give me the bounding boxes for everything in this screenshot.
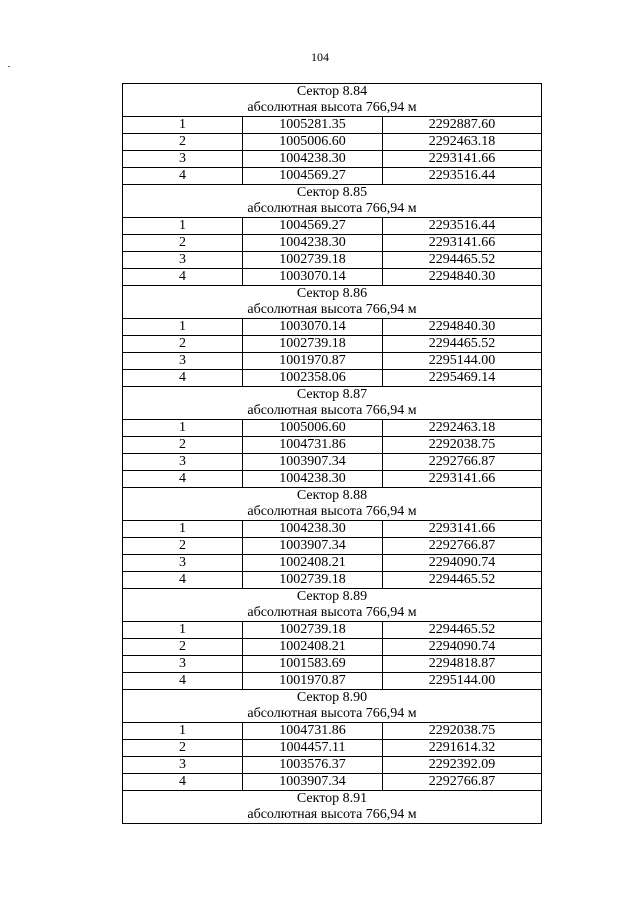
table-row: [123, 723, 542, 740]
table-row: [123, 319, 542, 336]
sector-altitude: абсолютная высота 766,94 м: [123, 504, 542, 521]
table-row: [123, 555, 542, 572]
sector-altitude: абсолютная высота 766,94 м: [123, 302, 542, 319]
point-number-cell: 4: [123, 572, 243, 589]
table-row: [123, 572, 542, 589]
coordinate-y-cell: 2294090.74: [383, 639, 542, 656]
coordinate-x-cell: 1001970.87: [243, 673, 383, 690]
table-row: [123, 336, 542, 353]
table-row: [123, 117, 542, 134]
point-number-cell: 2: [123, 235, 243, 252]
point-number-cell: 2: [123, 538, 243, 555]
point-number-cell: 1: [123, 420, 243, 437]
point-number-cell: 3: [123, 656, 243, 673]
coordinate-y-cell: 2293141.66: [383, 471, 542, 488]
point-number-cell: 3: [123, 353, 243, 370]
sector-altitude: абсолютная высота 766,94 м: [123, 807, 542, 824]
coordinate-y-cell: 2292887.60: [383, 117, 542, 134]
coordinate-y-cell: 2292392.09: [383, 757, 542, 774]
coordinate-x-cell: 1003576.37: [243, 757, 383, 774]
table-row: [123, 774, 542, 791]
sector-altitude: абсолютная высота 766,94 м: [123, 403, 542, 420]
table-row: [123, 656, 542, 673]
coordinate-y-cell: 2294840.30: [383, 269, 542, 286]
coordinate-y-cell: 2292766.87: [383, 538, 542, 555]
coordinate-x-cell: 1004569.27: [243, 218, 383, 235]
table-row: [123, 639, 542, 656]
point-number-cell: 4: [123, 774, 243, 791]
table-row: [123, 521, 542, 538]
coordinate-y-cell: 2293141.66: [383, 521, 542, 538]
point-number-cell: 2: [123, 639, 243, 656]
table-row: [123, 370, 542, 387]
point-number-cell: 3: [123, 757, 243, 774]
sector-title-row: [123, 286, 542, 303]
sector-title: Сектор 8.88: [123, 488, 542, 505]
coordinate-x-cell: 1002739.18: [243, 336, 383, 353]
point-number-cell: 3: [123, 151, 243, 168]
sector-title-row: [123, 387, 542, 404]
point-number-cell: 4: [123, 673, 243, 690]
point-number-cell: 2: [123, 336, 243, 353]
page-number: 104: [311, 50, 329, 64]
sector-title: Сектор 8.85: [123, 185, 542, 202]
point-number-cell: 3: [123, 555, 243, 572]
coordinate-y-cell: 2294090.74: [383, 555, 542, 572]
sector-altitude: абсолютная высота 766,94 м: [123, 605, 542, 622]
coordinate-y-cell: 2292038.75: [383, 723, 542, 740]
coordinate-x-cell: 1002739.18: [243, 622, 383, 639]
coordinate-x-cell: 1004457.11: [243, 740, 383, 757]
sector-altitude: абсолютная высота 766,94 м: [123, 201, 542, 218]
sector-title: Сектор 8.86: [123, 286, 542, 303]
point-number-cell: 2: [123, 134, 243, 151]
coordinate-y-cell: 2295144.00: [383, 673, 542, 690]
coordinate-x-cell: 1003907.34: [243, 538, 383, 555]
sector-altitude-row: [123, 605, 542, 622]
coordinate-x-cell: 1002739.18: [243, 572, 383, 589]
point-number-cell: 3: [123, 454, 243, 471]
coordinate-x-cell: 1003070.14: [243, 319, 383, 336]
coordinate-x-cell: 1003907.34: [243, 454, 383, 471]
point-number-cell: 1: [123, 622, 243, 639]
sector-title-row: [123, 589, 542, 606]
coordinate-x-cell: 1001970.87: [243, 353, 383, 370]
coordinate-y-cell: 2295144.00: [383, 353, 542, 370]
table-row: [123, 420, 542, 437]
coordinate-y-cell: 2294818.87: [383, 656, 542, 673]
coordinate-x-cell: 1003070.14: [243, 269, 383, 286]
coordinate-y-cell: 2292038.75: [383, 437, 542, 454]
table-row: [123, 168, 542, 185]
coordinate-y-cell: 2292766.87: [383, 454, 542, 471]
table-row: [123, 538, 542, 555]
coordinate-y-cell: 2293516.44: [383, 168, 542, 185]
sector-altitude-row: [123, 403, 542, 420]
coordinate-x-cell: 1001583.69: [243, 656, 383, 673]
coordinate-y-cell: 2294465.52: [383, 572, 542, 589]
point-number-cell: 4: [123, 269, 243, 286]
sector-altitude-row: [123, 807, 542, 824]
sector-altitude: абсолютная высота 766,94 м: [123, 100, 542, 117]
sector-altitude-row: [123, 706, 542, 723]
sectors-table-body: [123, 84, 542, 824]
sector-title-row: [123, 84, 542, 101]
coordinate-y-cell: 2294465.52: [383, 252, 542, 269]
table-row: [123, 151, 542, 168]
coordinate-x-cell: 1005281.35: [243, 117, 383, 134]
table-row: [123, 740, 542, 757]
table-row: [123, 757, 542, 774]
table-row: [123, 235, 542, 252]
coordinate-y-cell: 2294840.30: [383, 319, 542, 336]
coordinate-x-cell: 1004731.86: [243, 437, 383, 454]
sector-altitude-row: [123, 504, 542, 521]
coordinate-x-cell: 1005006.60: [243, 420, 383, 437]
margin-mark: [8, 66, 10, 67]
coordinate-y-cell: 2294465.52: [383, 622, 542, 639]
point-number-cell: 4: [123, 370, 243, 387]
coordinate-x-cell: 1004238.30: [243, 471, 383, 488]
sector-title: Сектор 8.84: [123, 84, 542, 101]
table-row: [123, 454, 542, 471]
coordinate-x-cell: 1004238.30: [243, 235, 383, 252]
table-row: [123, 437, 542, 454]
coordinate-x-cell: 1003907.34: [243, 774, 383, 791]
coordinate-x-cell: 1002358.06: [243, 370, 383, 387]
coordinate-y-cell: 2294465.52: [383, 336, 542, 353]
coordinate-x-cell: 1002408.21: [243, 555, 383, 572]
sector-title: Сектор 8.90: [123, 690, 542, 707]
sector-altitude: абсолютная высота 766,94 м: [123, 706, 542, 723]
table-row: [123, 353, 542, 370]
point-number-cell: 2: [123, 437, 243, 454]
sector-title: Сектор 8.89: [123, 589, 542, 606]
coordinate-x-cell: 1004731.86: [243, 723, 383, 740]
table-row: [123, 218, 542, 235]
sector-title: Сектор 8.87: [123, 387, 542, 404]
point-number-cell: 3: [123, 252, 243, 269]
coordinate-y-cell: 2291614.32: [383, 740, 542, 757]
coordinate-x-cell: 1004569.27: [243, 168, 383, 185]
coordinate-x-cell: 1002408.21: [243, 639, 383, 656]
coordinate-y-cell: 2293141.66: [383, 151, 542, 168]
coordinate-y-cell: 2292766.87: [383, 774, 542, 791]
coordinate-x-cell: 1004238.30: [243, 521, 383, 538]
table-row: [123, 622, 542, 639]
point-number-cell: 4: [123, 471, 243, 488]
table-row: [123, 252, 542, 269]
coordinate-y-cell: 2292463.18: [383, 134, 542, 151]
sector-title-row: [123, 791, 542, 808]
coordinate-x-cell: 1002739.18: [243, 252, 383, 269]
sector-altitude-row: [123, 302, 542, 319]
coordinate-x-cell: 1005006.60: [243, 134, 383, 151]
point-number-cell: 1: [123, 319, 243, 336]
table-row: [123, 134, 542, 151]
coordinate-y-cell: 2293516.44: [383, 218, 542, 235]
sector-altitude-row: [123, 201, 542, 218]
table-row: [123, 269, 542, 286]
point-number-cell: 1: [123, 218, 243, 235]
coordinate-y-cell: 2292463.18: [383, 420, 542, 437]
sector-title-row: [123, 690, 542, 707]
point-number-cell: 2: [123, 740, 243, 757]
point-number-cell: 1: [123, 117, 243, 134]
sector-title: Сектор 8.91: [123, 791, 542, 808]
sector-title-row: [123, 488, 542, 505]
point-number-cell: 4: [123, 168, 243, 185]
coordinate-x-cell: 1004238.30: [243, 151, 383, 168]
coordinate-y-cell: 2293141.66: [383, 235, 542, 252]
table-row: [123, 471, 542, 488]
sector-altitude-row: [123, 100, 542, 117]
point-number-cell: 1: [123, 723, 243, 740]
sector-title-row: [123, 185, 542, 202]
sectors-table: [122, 83, 542, 824]
point-number-cell: 1: [123, 521, 243, 538]
table-row: [123, 673, 542, 690]
coordinate-y-cell: 2295469.14: [383, 370, 542, 387]
